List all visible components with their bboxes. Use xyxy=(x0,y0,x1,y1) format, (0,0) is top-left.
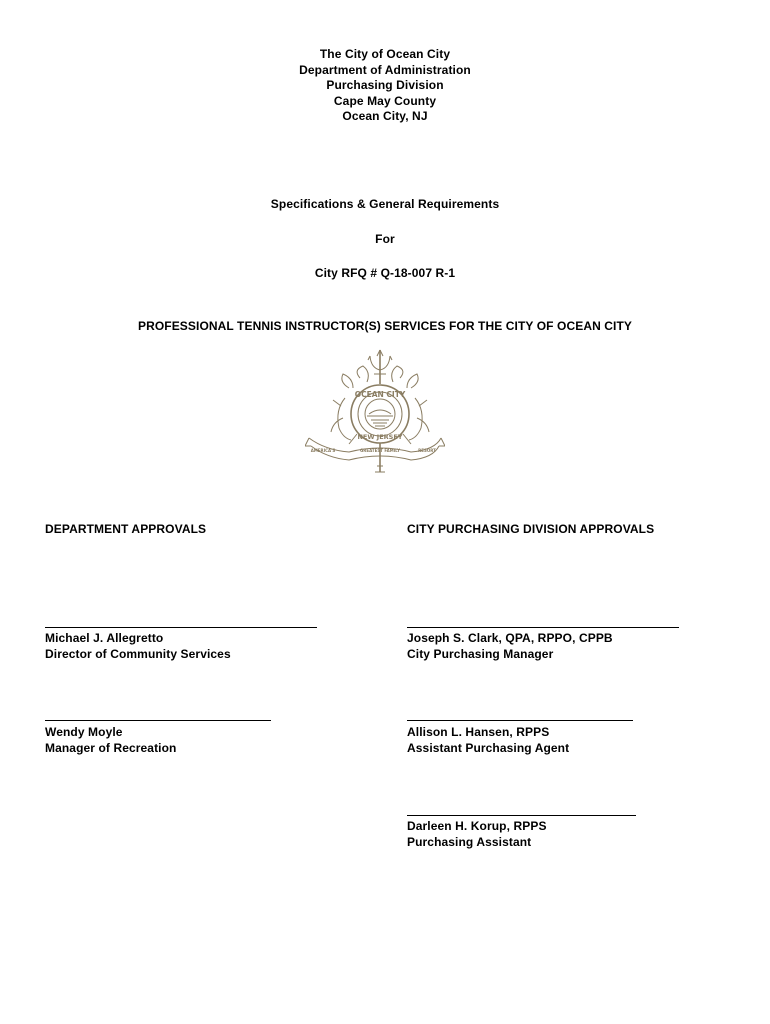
signer-title: Manager of Recreation xyxy=(45,741,177,755)
signature-block-moyle xyxy=(45,724,176,756)
signature-line xyxy=(407,815,636,816)
header-line-city: The City of Ocean City xyxy=(319,47,451,61)
issuer-header xyxy=(0,47,770,125)
signature-line xyxy=(407,627,679,628)
signer-name: Joseph S. Clark, QPA, RPPO, CPPB xyxy=(407,631,613,645)
header-line-division: Purchasing Division xyxy=(326,78,444,93)
signature-block-allegretto xyxy=(45,630,231,662)
signer-title: Purchasing Assistant xyxy=(407,835,532,849)
project-title: PROFESSIONAL TENNIS INSTRUCTOR(S) SERVICES FOR THE CITY OF OCEAN CITY xyxy=(137,319,633,333)
rfq-number: City RFQ # Q-18-007 R-1 xyxy=(314,266,456,280)
signature-block-clark xyxy=(407,630,613,662)
ribbon-middle-text: GREATEST FAMILY xyxy=(359,448,401,453)
document-title: Specifications & General Requirements xyxy=(270,197,500,211)
for-label: For xyxy=(375,232,395,246)
signer-name: Michael J. Allegretto xyxy=(45,631,164,645)
header-line-county: Cape May County xyxy=(333,93,437,108)
seal-top-text: OCEAN CITY xyxy=(354,390,406,399)
signer-name: Darleen H. Korup, RPPS xyxy=(407,819,547,833)
header-line-department: Department of Administration xyxy=(299,62,471,77)
signature-line xyxy=(45,627,317,628)
signer-name: Wendy Moyle xyxy=(45,725,123,739)
department-approvals-heading: DEPARTMENT APPROVALS xyxy=(45,522,207,536)
ribbon-right-text: RESORT xyxy=(418,448,436,453)
seal-bottom-text: NEW JERSEY xyxy=(357,433,403,441)
header-line-location: Ocean City, NJ xyxy=(342,109,428,124)
city-seal-icon xyxy=(305,348,445,474)
signature-line xyxy=(45,720,271,721)
signer-title: City Purchasing Manager xyxy=(407,647,554,661)
signer-title: Director of Community Services xyxy=(45,647,231,661)
signer-name: Allison L. Hansen, RPPS xyxy=(407,725,550,739)
ribbon-left-text: AMERICA'S xyxy=(310,448,336,453)
signature-line xyxy=(407,720,633,721)
signature-block-korup xyxy=(407,818,547,850)
signature-block-hansen xyxy=(407,724,569,756)
purchasing-approvals-heading: CITY PURCHASING DIVISION APPROVALS xyxy=(407,522,655,536)
signer-title: Assistant Purchasing Agent xyxy=(407,741,570,755)
